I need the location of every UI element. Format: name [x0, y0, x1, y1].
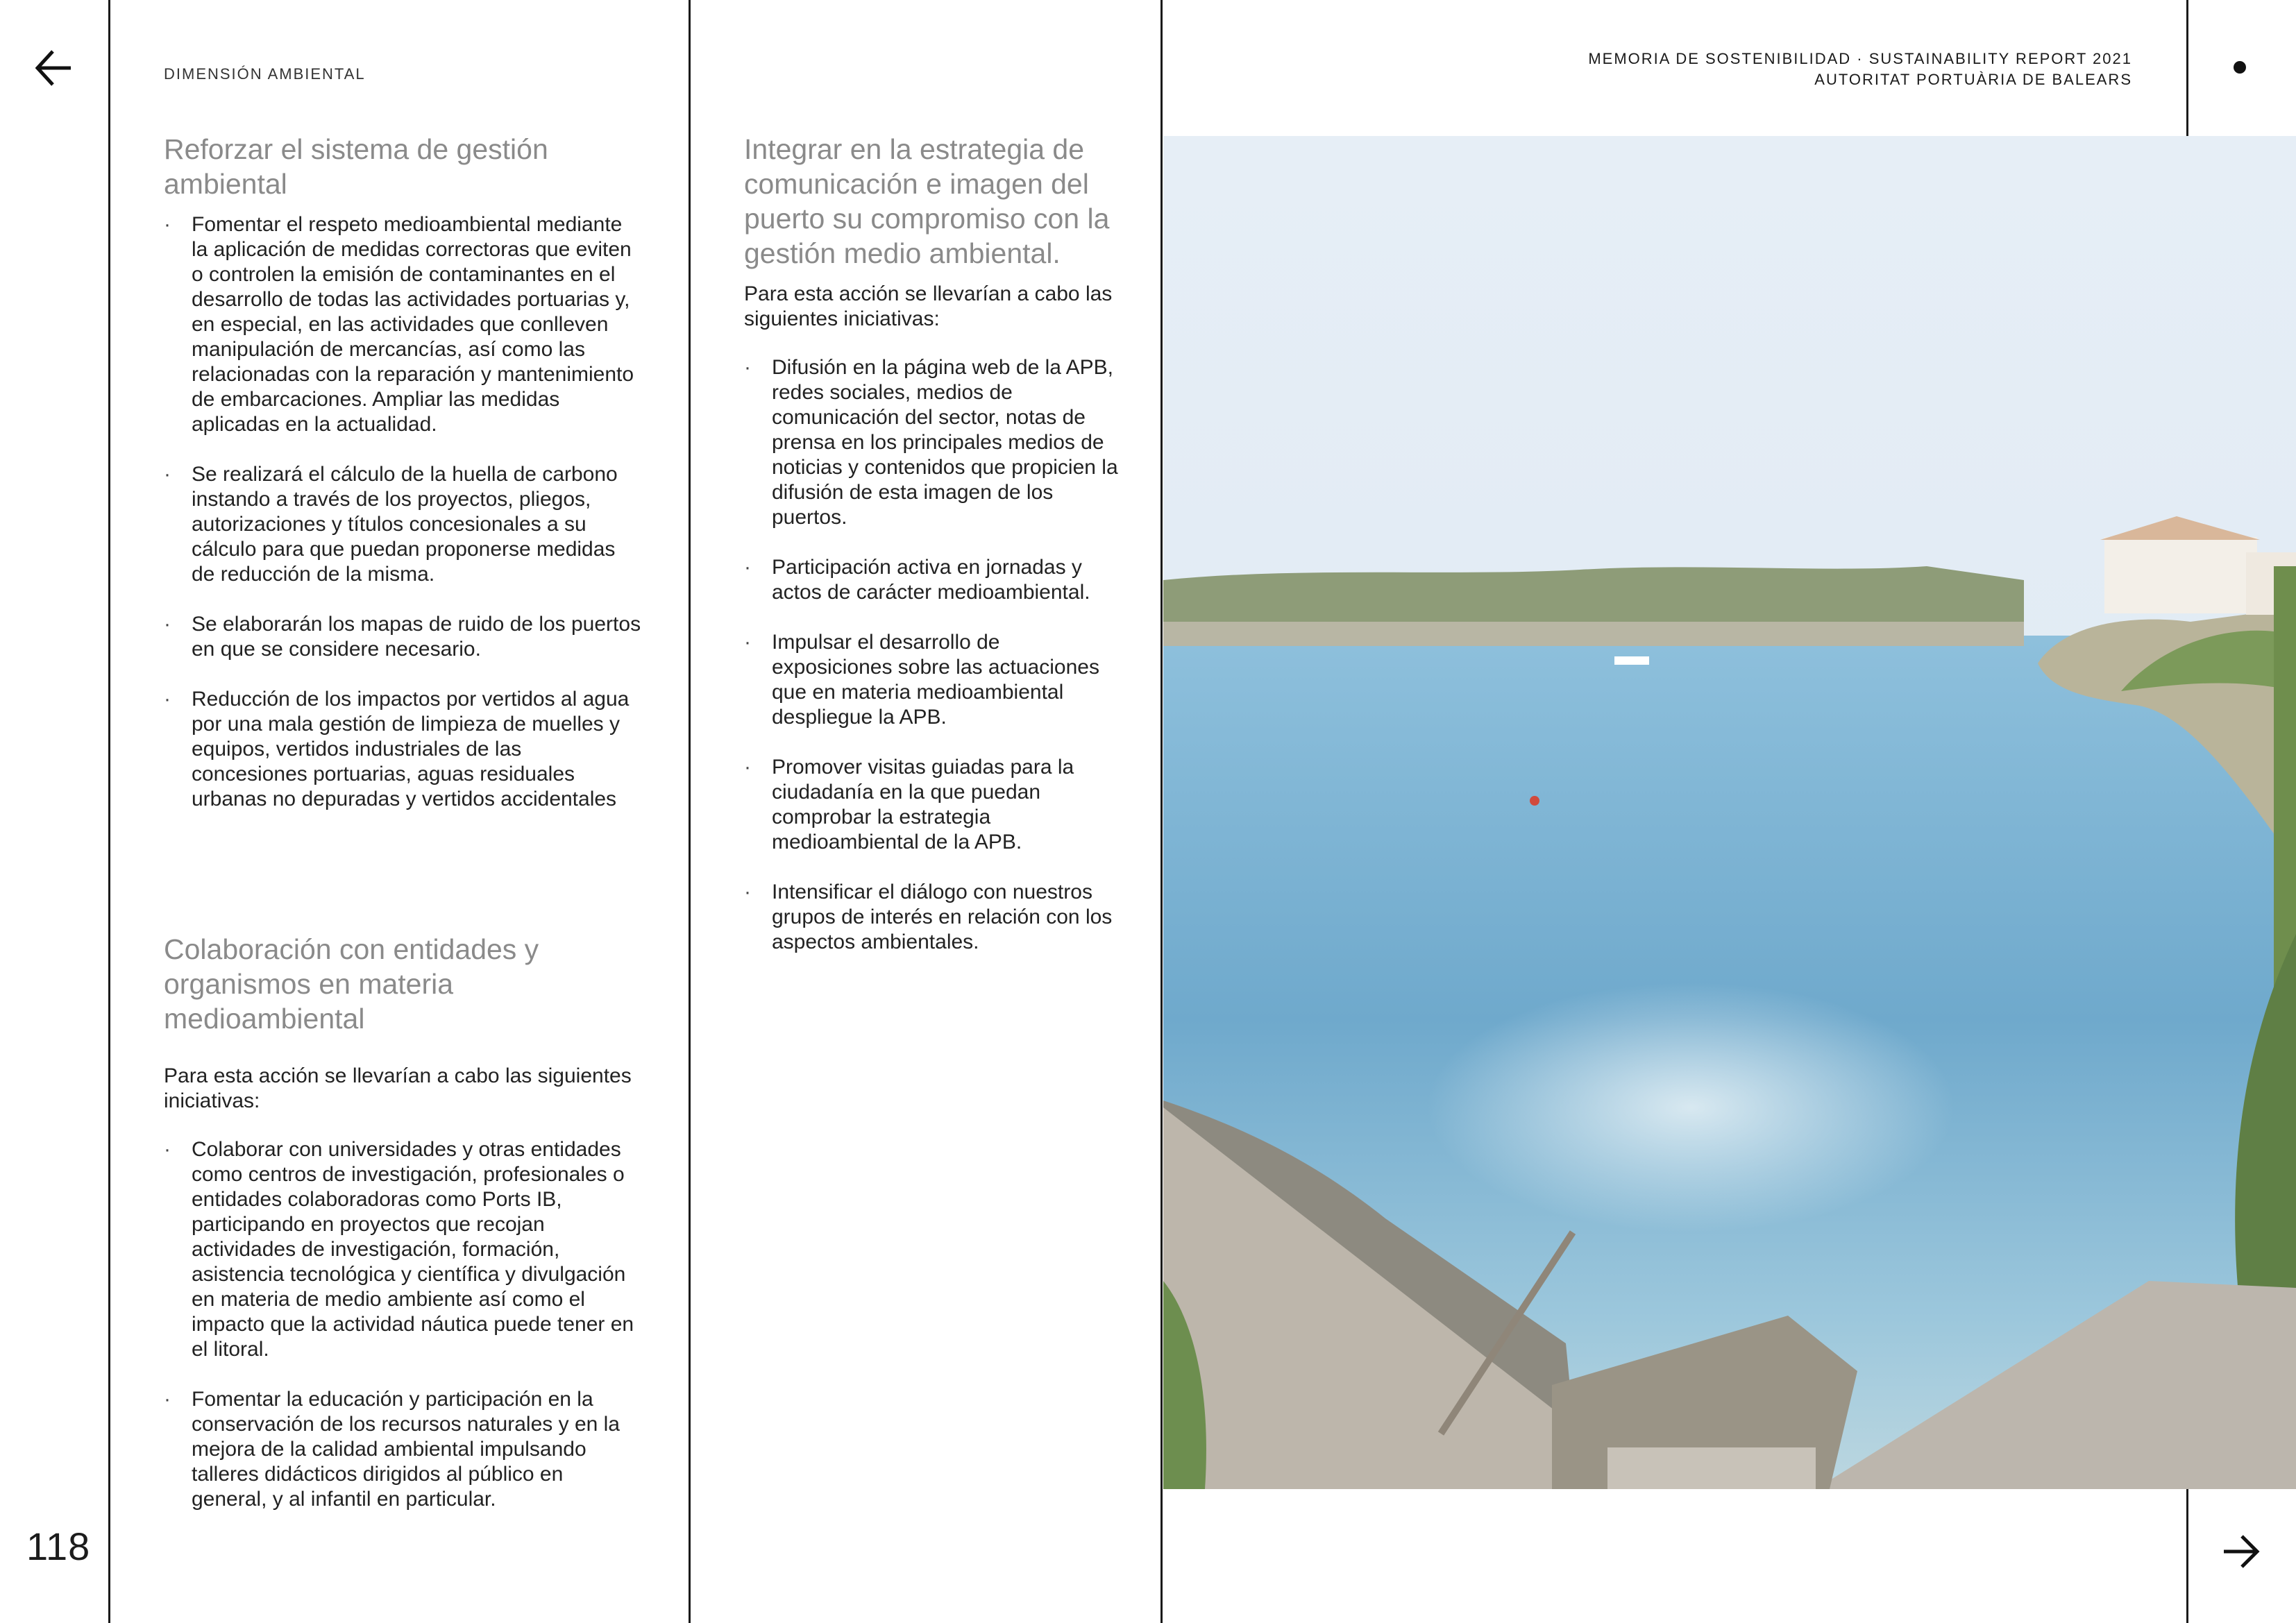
list-item: · Se realizará el cálculo de la huella de carbono instando a través de los proyectos, pliegos, autorizaciones y títulos concesionales a su cálculo para que puedan proponerse medidas de reducción de la misma.	[164, 462, 643, 587]
next-button[interactable]	[2220, 1529, 2264, 1574]
report-organization: AUTORITAT PORTUÀRIA DE BALEARS	[1814, 71, 2132, 88]
list-item: · Colaborar con universidades y otras entidades como centros de investigación, profesionales o entidades colaboradoras como Ports IB, participando en proyectos que recojan actividades de investigación, formación, asistencia tecnológica y científica y divulgación en materia de medio ambiente así como el impacto que la actividad náutica puede tener en el litoral.	[164, 1137, 643, 1362]
white-building	[2104, 537, 2257, 613]
sailboat	[1614, 656, 1649, 665]
bullet-list	[164, 212, 643, 812]
section-intro: Para esta acción se llevarían a cabo las siguientes iniciativas:	[164, 1064, 632, 1112]
page-number: 118	[26, 1524, 91, 1568]
stairs	[1607, 1447, 1816, 1489]
divider-center	[1160, 0, 1163, 1623]
column2-section	[744, 132, 1119, 980]
water-glare	[1427, 983, 1955, 1232]
report-header	[1588, 49, 2132, 90]
list-item: · Fomentar el respeto medioambiental mediante la aplicación de medidas correctoras que eviten o controlen la emisión de contaminantes en el desarrollo de todas las actividades portuarias y, en especial, en las actividades que conlleven manipulación de mercancías, así como las relacionadas con la reparación y mantenimiento de embarcaciones. Ampliar las medidas aplicadas en la actualidad.	[164, 212, 643, 437]
list-item: · Intensificar el diálogo con nuestros grupos de interés en relación con los aspectos ambientales.	[744, 880, 1119, 955]
divider-right-top	[2186, 0, 2188, 136]
divider-column	[689, 0, 691, 1623]
bullet-dot	[2234, 61, 2246, 74]
section-intro: Para esta acción se llevarían a cabo las siguientes iniciativas:	[744, 282, 1113, 330]
bay-illustration	[1163, 136, 2296, 1489]
section-heading: Integrar en la estrategia de comunicación e imagen del puerto su compromiso con la gestión medio ambiental.	[744, 133, 1110, 269]
arrow-left-icon	[32, 46, 76, 90]
list-item: · Impulsar el desarrollo de exposiciones sobre las actuaciones que en materia medioambiental despliegue la APB.	[744, 630, 1119, 730]
section-heading: Reforzar el sistema de gestión ambiental	[164, 133, 548, 200]
bullet-list	[164, 1137, 643, 1512]
divider-right-bottom	[2186, 1489, 2188, 1623]
report-title: MEMORIA DE SOSTENIBILIDAD · SUSTAINABILITY REPORT 2021	[1588, 50, 2132, 67]
list-item: · Participación activa en jornadas y actos de carácter medioambiental.	[744, 555, 1119, 605]
back-button[interactable]	[32, 46, 76, 90]
divider-left	[108, 0, 110, 1623]
list-item: · Se elaborarán los mapas de ruido de los puertos en que se considere necesario.	[164, 612, 643, 662]
list-item: · Fomentar la educación y participación en la conservación de los recursos naturales y en la mejora de la calidad ambiental impulsando talleres didácticos dirigidos al público en general, y al infantil en particular.	[164, 1387, 643, 1512]
list-item: · Reducción de los impactos por vertidos al agua por una mala gestión de limpieza de muelles y equipos, vertidos industriales de las concesiones portuarias, aguas residuales urbanas no depuradas y vertidos accidentales	[164, 687, 643, 812]
section-label: DIMENSIÓN AMBIENTAL	[164, 65, 366, 83]
bay-photo	[1163, 136, 2296, 1489]
bullet-list	[744, 355, 1119, 955]
section-heading: Colaboración con entidades y organismos en materia medioambiental	[164, 933, 539, 1035]
arrow-right-icon	[2220, 1529, 2264, 1574]
list-item: · Difusión en la página web de la APB, redes sociales, medios de comunicación del sector, notas de prensa en los principales medios de noticias y contenidos que propicien la difusión de esta imagen de los puertos.	[744, 355, 1119, 530]
list-item: · Promover visitas guiadas para la ciudadanía en la que puedan comprobar la estrategia medioambiental de la APB.	[744, 755, 1119, 855]
red-buoy	[1530, 796, 1539, 806]
column1-section1	[164, 132, 643, 837]
far-shore-wall	[1163, 622, 2024, 646]
column1-section2	[164, 932, 643, 1537]
